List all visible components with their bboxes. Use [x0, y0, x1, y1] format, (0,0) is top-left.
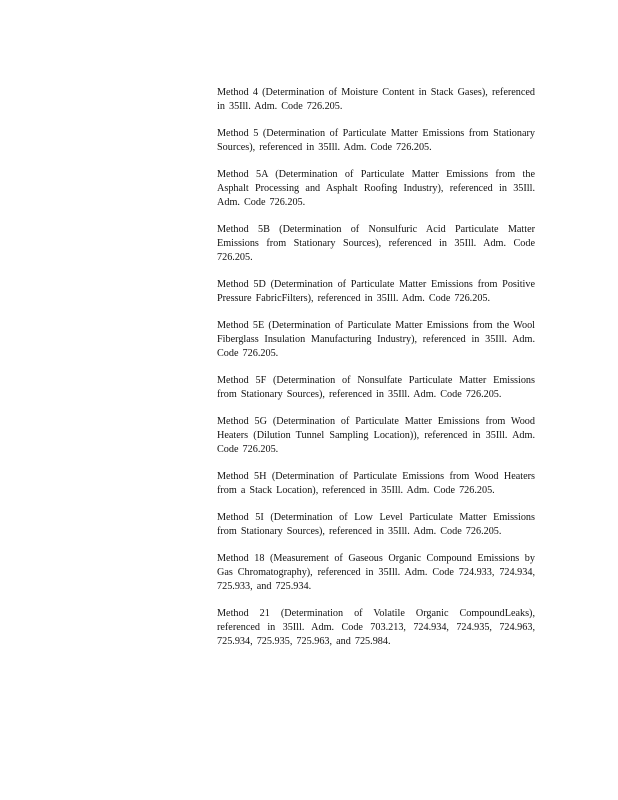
method-5b-entry: Method 5B (Determination of Nonsulfuric Acid Particulate Matter Emissions from Stationary Sources), referenced in 35Ill. Adm. Code 726.205. [217, 224, 535, 263]
method-5i-entry: Method 5I (Determination of Low Level Particulate Matter Emissions from Stationary Sources), referenced in 35Ill. Adm. Code 726.205. [217, 512, 535, 537]
method-21-entry: Method 21 (Determination of Volatile Organic CompoundLeaks), referenced in 35Ill. Adm. Code 703.213, 724.934, 724.935, 724.963, 725.934, 725.935, 725.963, and 725.984. [217, 608, 535, 647]
method-5g-entry: Method 5G (Determination of Particulate Matter Emissions from Wood Heaters (Dilution Tunnel Sampling Location)), referenced in 35Ill. Adm. Code 726.205. [217, 416, 535, 455]
method-reference-list [217, 86, 535, 662]
method-5f-entry: Method 5F (Determination of Nonsulfate Particulate Matter Emissions from Stationary Sources), referenced in 35Ill. Adm. Code 726.205. [217, 375, 535, 400]
method-5-entry: Method 5 (Determination of Particulate Matter Emissions from Stationary Sources), referenced in 35Ill. Adm. Code 726.205. [217, 128, 535, 153]
method-5e-entry: Method 5E (Determination of Particulate Matter Emissions from the Wool Fiberglass Insulation Manufacturing Industry), referenced in 35Ill. Adm. Code 726.205. [217, 320, 535, 359]
method-5d-entry: Method 5D (Determination of Particulate Matter Emissions from Positive Pressure FabricFilters), referenced in 35Ill. Adm. Code 726.205. [217, 279, 535, 304]
method-5a-entry: Method 5A (Determination of Particulate Matter Emissions from the Asphalt Processing and Asphalt Roofing Industry), referenced in 35Ill. Adm. Code 726.205. [217, 169, 535, 208]
method-4-entry: Method 4 (Determination of Moisture Content in Stack Gases), referenced in 35Ill. Adm. Code 726.205. [217, 87, 535, 112]
method-18-entry: Method 18 (Measurement of Gaseous Organic Compound Emissions by Gas Chromatography), referenced in 35Ill. Adm. Code 724.933, 724.934, 725.933, and 725.934. [217, 553, 535, 592]
method-5h-entry: Method 5H (Determination of Particulate Emissions from Wood Heaters from a Stack Location), referenced in 35Ill. Adm. Code 726.205. [217, 471, 535, 496]
